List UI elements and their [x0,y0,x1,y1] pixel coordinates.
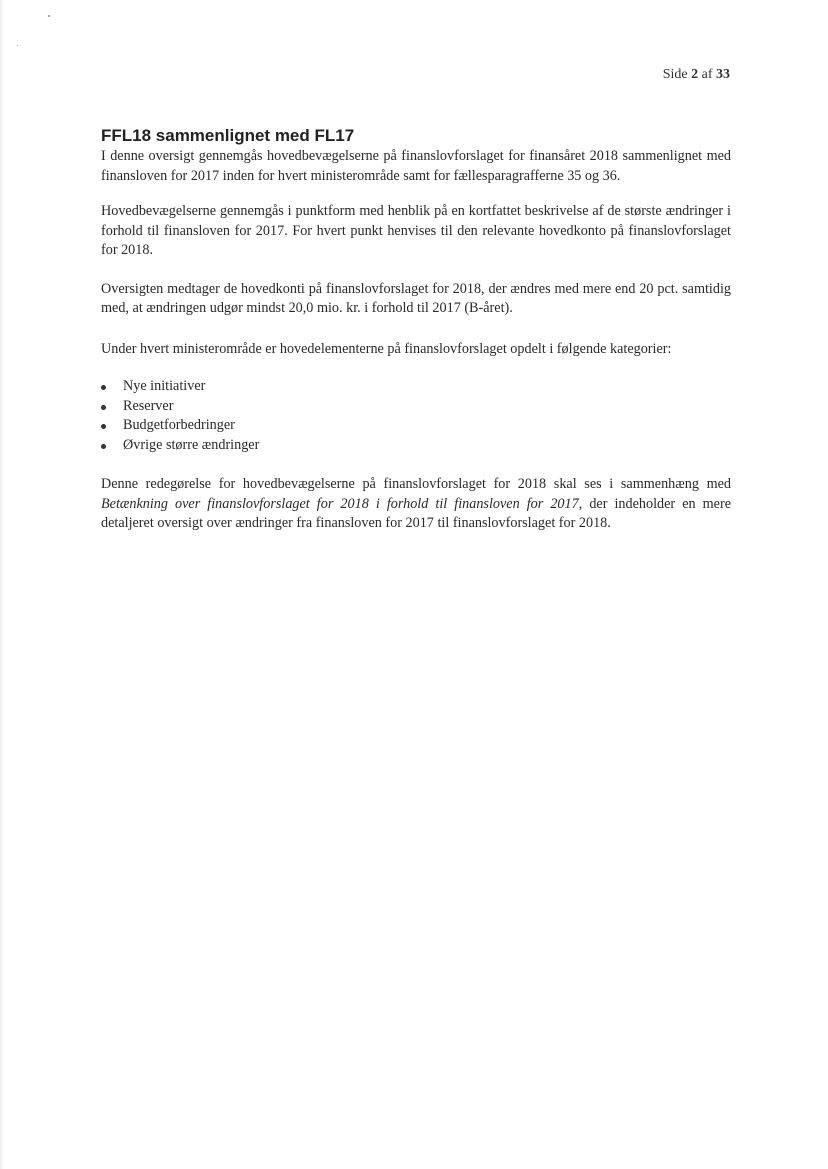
page-number-separator: af [698,67,716,82]
reference-title: Betænkning over finanslovforslaget for 2018 i forhold til finansloven for 2017 [101,495,579,512]
list-item-label: Øvrige større ændringer [123,436,260,453]
list-item [101,416,731,436]
bullet-icon [101,444,106,449]
list-item [101,397,731,417]
intro-paragraph: I denne oversigt gennemgås hovedbevægelserne på finanslovforslaget for finansåret 2018 sammenlignet med finansloven for 2017 inden for hvert ministerområde samt for fællesparagrafferne 35 og 36. [101,148,731,184]
list-item-label: Nye initiativer [123,378,206,394]
list-item [101,436,731,456]
method-paragraph: Hovedbevægelserne gennemgås i punktform med henblik på en kortfattet beskrivelse af de største ændringer i forhold til finansloven for 2017. For hvert punkt henvises til den relevante hovedkonto på finanslovforslaget for 2018. [101,203,731,258]
reference-text-before: Denne redegørelse for hovedbevægelserne på finanslovforslaget for 2018 skal ses i sammenhæng med [101,476,731,493]
section-heading: FFL18 sammenlignet med FL17 [101,126,355,145]
reference-paragraph [101,475,731,534]
page-number-current: 2 [691,67,699,82]
list-item-label: Reserver [123,397,174,414]
scan-speck [48,15,50,17]
list-item [101,377,731,397]
bullet-icon [101,405,106,410]
scan-speck [17,45,18,46]
page-number-prefix: Side [662,67,692,82]
scope-paragraph: Oversigten medtager de hovedkonti på finanslovforslaget for 2018, der ændres med mere end 20 pct. samtidig med, at ændringen udgør mindst 20,0 mio. kr. i forhold til 2017 (B-året). [101,280,731,316]
scan-left-edge [0,0,4,1169]
document-body [101,126,731,534]
bullet-icon [101,424,106,429]
categories-intro-paragraph: Under hvert ministerområde er hovedelementerne på finanslovforslaget opdelt i følgende kategorier: [101,340,672,357]
page-number-total: 33 [716,67,730,82]
page-number [663,67,730,83]
category-list [101,377,731,455]
reference-text-after: , der indeholder en mere detaljeret oversigt over ændringer fra finansloven for 2017 til finanslovforslaget for 2018. [101,495,731,532]
list-item-label: Budgetforbedringer [123,417,235,434]
bullet-icon [101,385,106,390]
